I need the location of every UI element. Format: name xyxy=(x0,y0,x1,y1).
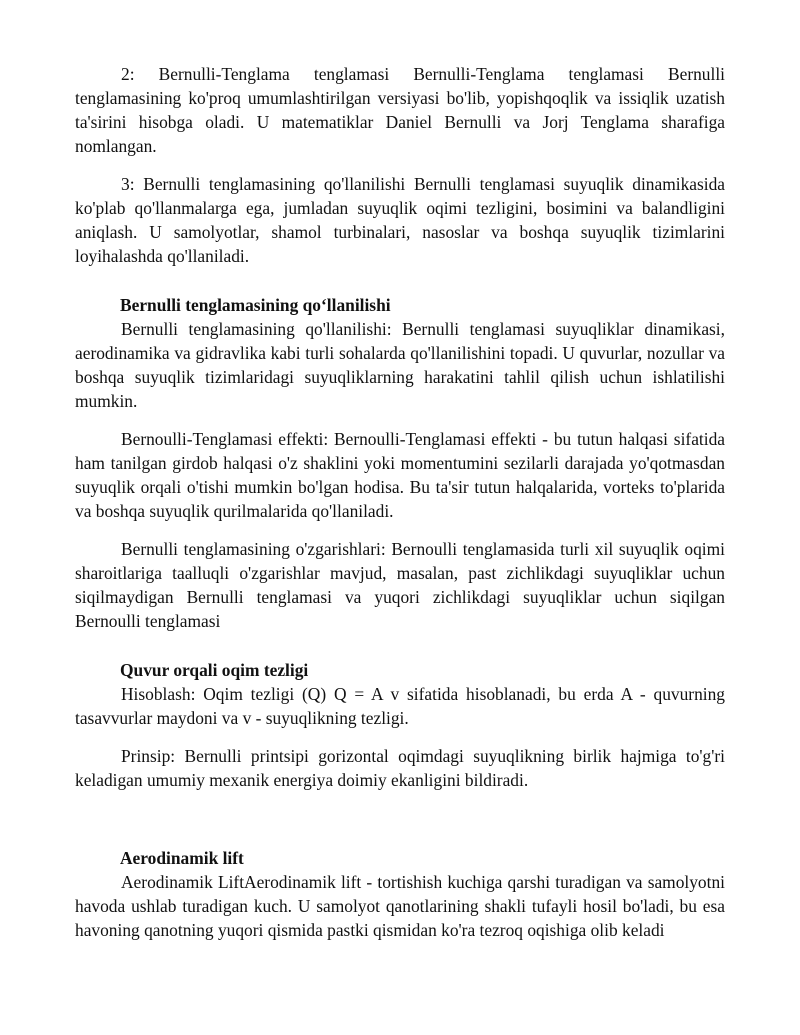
heading-aerodynamic-lift: Aerodinamik lift xyxy=(120,848,244,868)
heading-pipe-flow-rate: Quvur orqali oqim tezligi xyxy=(120,660,309,680)
paragraph-bernulli-application: Bernulli tenglamasining qo'llanilishi: Bernulli tenglamasi suyuqliklar dinamikasi, aerodinamika va gidravlika kabi turli sohalarda qo'llanilishini topadi. U quvurlar, nozullar va boshqa suyuqlik tizimlaridagi suyuqliklarning harakatini tahlil qilish uchun ishlatilishi mumkin. xyxy=(75,319,725,411)
paragraph-bernulli-application-intro: 3: Bernulli tenglamasining qo'llanilishi Bernulli tenglamasi suyuqlik dinamikasida ko'plab qo'llanmalarga ega, jumladan suyuqlik oqimi tezligini, bosimini va balandligini aniqlash. U samolyotlar, shamol turbinalari, nasoslar va boshqa suyuqlik tizimlarini loyihalashda qo'llaniladi. xyxy=(75,174,725,266)
document-page xyxy=(75,62,725,942)
heading-bernulli-application: Bernulli tenglamasining qo‘llanilishi xyxy=(120,295,391,315)
paragraph-bernoulli-effect: Bernoulli-Tenglamasi effekti: Bernoulli-Tenglamasi effekti - bu tutun halqasi sifatida ham tanilgan girdob halqasi o'z shaklini yoki momentumini sezilarli darajada yo'qotmasdan suyuqlik orqali o'tishi mumkin bo'lgan hodisa. Bu ta'sir tutun halqalarida, vorteks to'plarida va boshqa suyuqlik qurilmalarida qo'llaniladi. xyxy=(75,429,725,521)
paragraph-bernulli-variations: Bernulli tenglamasining o'zgarishlari: Bernoulli tenglamasida turli xil suyuqlik oqimi sharoitlariga taalluqli o'zgarishlar mavjud, masalan, past zichlikdagi suyuqliklar uchun siqilmaydigan Bernulli tenglamasi va yuqori zichlikdagi suyuqliklar uchun siqilgan Bernoulli tenglamasi xyxy=(75,539,725,631)
paragraph-flow-calculation: Hisoblash: Oqim tezligi (Q) Q = A v sifatida hisoblanadi, bu erda A - quvurning tasavvurlar maydoni va v - suyuqlikning tezligi. xyxy=(75,684,725,728)
paragraph-bernulli-tenglama: 2: Bernulli-Tenglama tenglamasi Bernulli-Tenglama tenglamasi Bernulli tenglamasining ko'proq umumlashtirilgan versiyasi bo'lib, yopishqoqlik va issiqlik uzatish ta'sirini hisobga oladi. U matematiklar Daniel Bernulli va Jorj Tenglama sharafiga nomlangan. xyxy=(75,64,725,156)
paragraph-flow-principle: Prinsip: Bernulli printsipi gorizontal oqimdagi suyuqlikning birlik hajmiga to'g'ri keladigan umumiy mexanik energiya doimiy ekanligini bildiradi. xyxy=(75,746,725,790)
paragraph-aerodynamic-lift: Aerodinamik LiftAerodinamik lift - tortishish kuchiga qarshi turadigan va samolyotni havoda ushlab turadigan kuch. U samolyot qanotlarining shakli tufayli hosil bo'ladi, bu esa havoning qanotning yuqori qismida pastki qismidan ko'ra tezroq oqishiga olib keladi xyxy=(75,872,725,940)
